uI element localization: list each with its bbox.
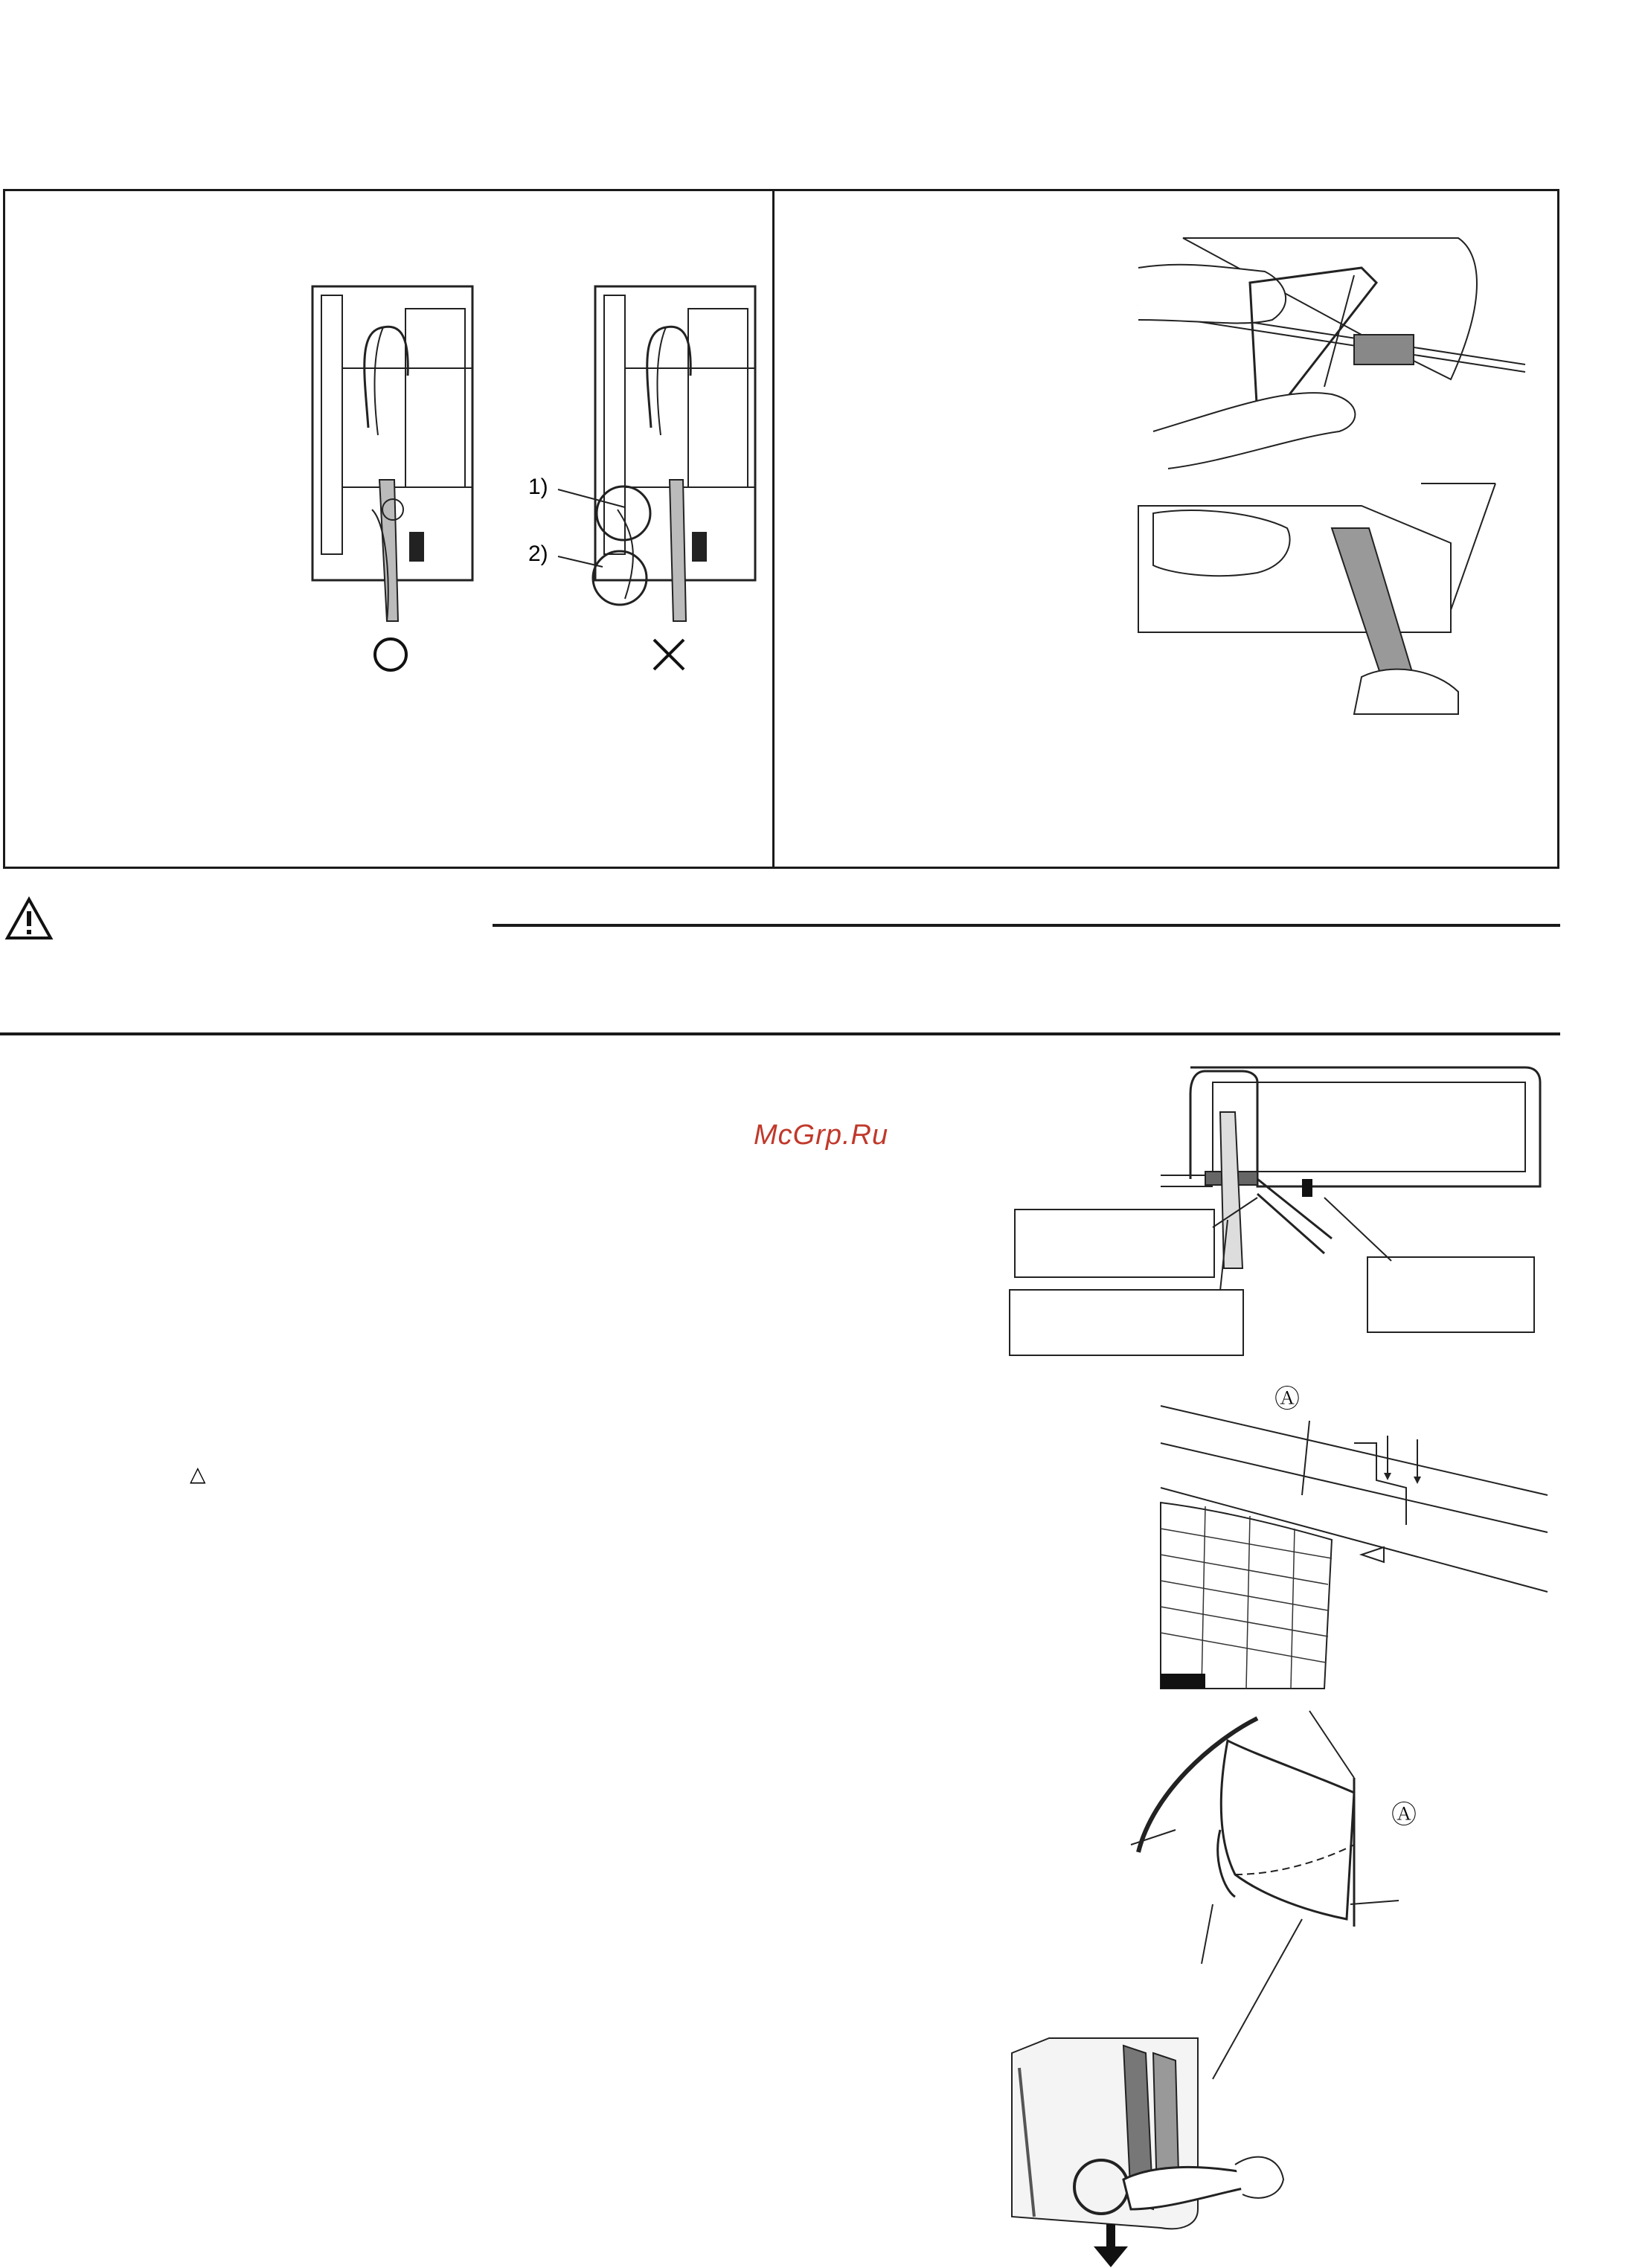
warning-triangle-icon [4, 896, 54, 941]
knockout-cutting-illustration [1004, 2038, 1287, 2261]
front-panel-illustration [1131, 1711, 1399, 1934]
grille-panel-illustration [1161, 1398, 1548, 1689]
callout-box-1 [1014, 1209, 1215, 1278]
saw-cutting-illustration [1138, 238, 1525, 469]
watermark-text: McGrp.Ru [754, 1119, 889, 1151]
section-divider [0, 1032, 1560, 1035]
cross-ng-icon [652, 637, 686, 672]
mark-a-top: Ⓐ [1274, 1385, 1300, 1413]
caution-rule [493, 924, 1560, 927]
unit-illustration-correct [312, 286, 472, 621]
leader-lines-1-2 [551, 484, 632, 573]
callout-leaders [1213, 1190, 1399, 1294]
item-2-label: 2) [528, 542, 548, 566]
callout-box-2 [1009, 1289, 1244, 1356]
down-arrow-icon [1092, 2224, 1129, 2268]
mark-a-bottom: Ⓐ [1391, 1801, 1417, 1829]
circle-ok-icon [372, 636, 409, 673]
file-deburring-illustration [1138, 484, 1495, 714]
item-1-label: 1) [528, 475, 548, 499]
triangle-mark: △ [190, 1462, 206, 1485]
